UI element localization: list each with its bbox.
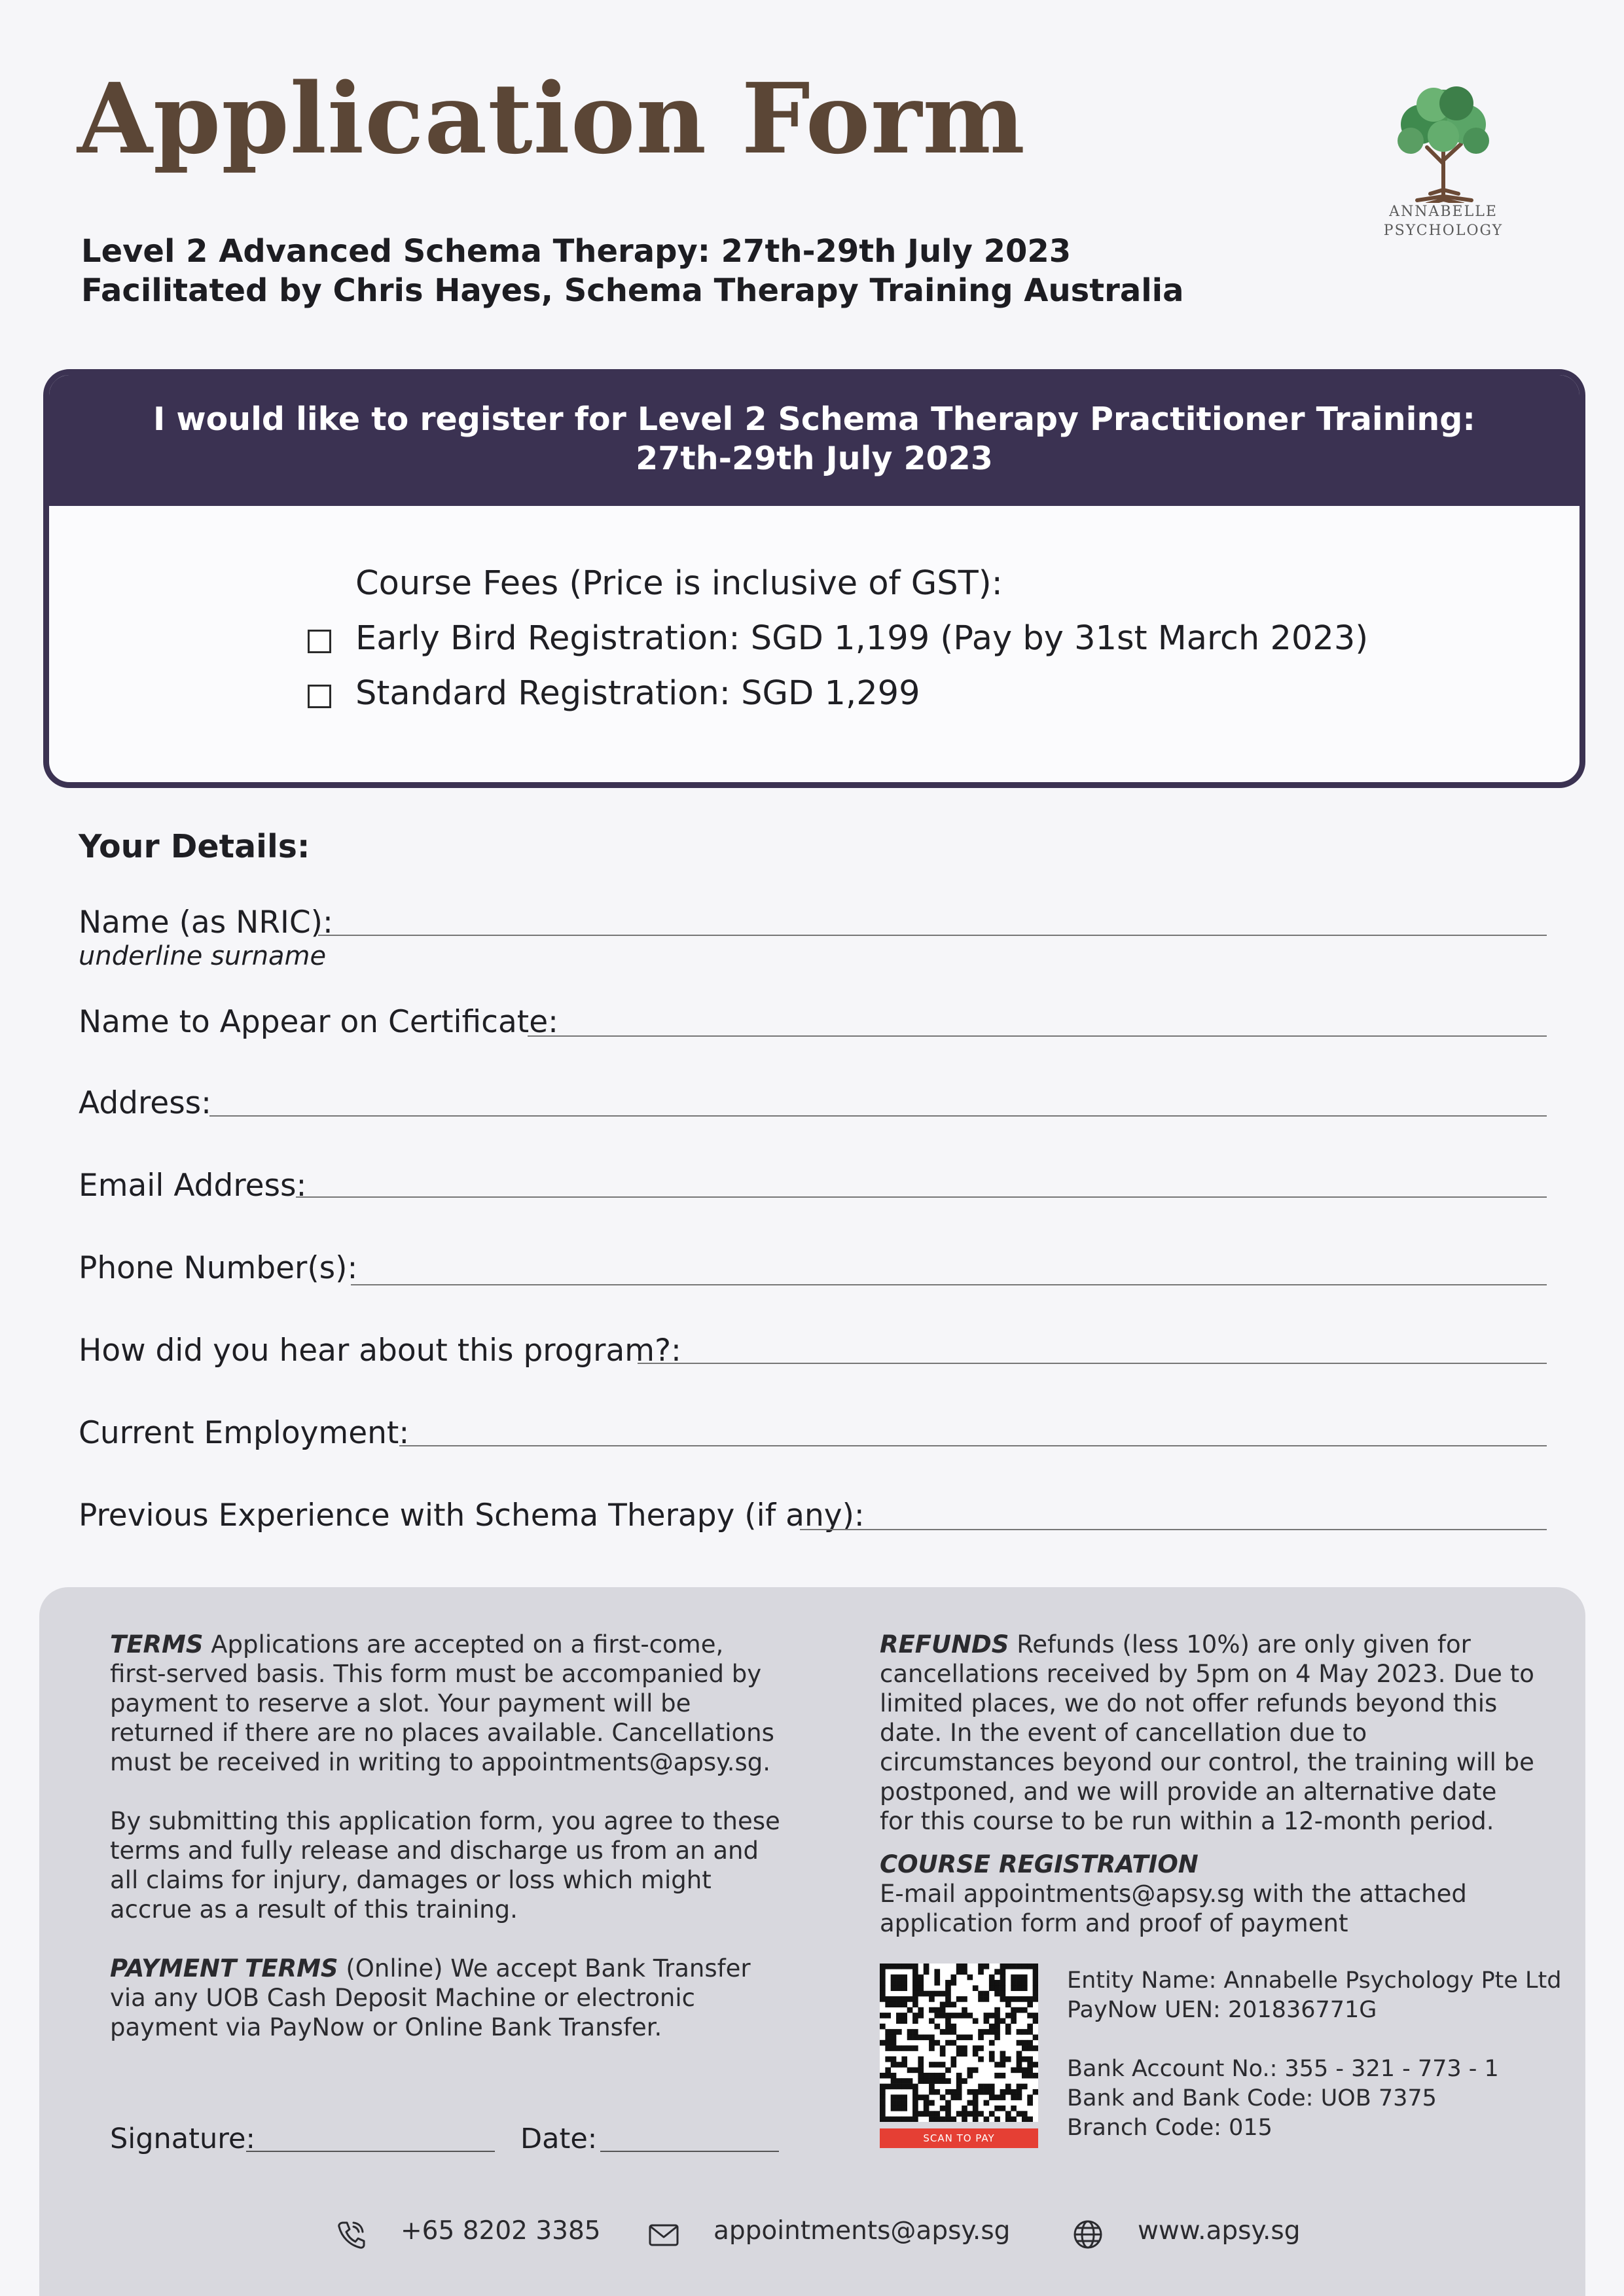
bank-account: Bank Account No.: 355 - 321 - 773 - 1 xyxy=(1067,2056,1499,2082)
certificate-name-label: Name to Appear on Certificate: xyxy=(79,1004,558,1040)
course-registration-title: COURSE REGISTRATION xyxy=(880,1850,1199,1878)
refunds-paragraph xyxy=(880,1630,1534,1836)
paynow-uen: PayNow UEN: 201836771G xyxy=(1067,1997,1377,2023)
registration-banner-line1: I would like to register for Level 2 Schema Therapy Practitioner Training: xyxy=(153,401,1475,438)
phone-label: Phone Number(s): xyxy=(79,1250,358,1286)
signature-label: Signature: xyxy=(110,2123,255,2155)
logo-text-line1: ANNABELLE xyxy=(1389,204,1498,220)
signature-field[interactable] xyxy=(246,2151,495,2152)
tree-logo-icon xyxy=(1381,79,1506,203)
contact-website[interactable]: www.apsy.sg xyxy=(1138,2216,1301,2246)
name-nric-label: Name (as NRIC): xyxy=(79,905,333,941)
facilitator-subtitle: Facilitated by Chris Hayes, Schema Therapy Training Australia xyxy=(81,272,1184,309)
name-nric-field[interactable] xyxy=(318,935,1547,936)
contact-email[interactable]: appointments@apsy.sg xyxy=(713,2216,1011,2246)
employment-label: Current Employment: xyxy=(79,1415,410,1451)
registration-banner-line2: 27th-29th July 2023 xyxy=(636,440,993,477)
employment-field[interactable] xyxy=(399,1445,1547,1446)
standard-option-label: Standard Registration: SGD 1,299 xyxy=(355,674,920,713)
course-fees-heading: Course Fees (Price is inclusive of GST): xyxy=(355,564,1003,603)
registration-banner xyxy=(49,375,1579,506)
refunds-title: REFUNDS xyxy=(880,1630,1009,1659)
referral-source-label: How did you hear about this program?: xyxy=(79,1333,681,1369)
page-title: Application Form xyxy=(77,62,1026,175)
agreement-paragraph: By submitting this application form, you agree to these terms and fully release and discharge us from an and all claims for injury, damages or loss which might accrue as a result of this training. xyxy=(110,1807,780,1924)
experience-field[interactable] xyxy=(800,1529,1547,1530)
course-registration-text: E-mail appointments@apsy.sg with the attached application form and proof of payment xyxy=(880,1880,1467,1937)
qr-code-graphic xyxy=(880,1964,1038,2122)
globe-icon xyxy=(1071,2217,1105,2251)
experience-label: Previous Experience with Schema Therapy (if any): xyxy=(79,1498,865,1534)
underline-surname-hint: underline surname xyxy=(79,941,327,971)
phone-icon xyxy=(334,2217,368,2251)
early-bird-checkbox[interactable] xyxy=(308,630,331,653)
address-label: Address: xyxy=(79,1085,212,1121)
terms-paragraph xyxy=(110,1630,784,1777)
email-label: Email Address: xyxy=(79,1168,307,1204)
date-label: Date: xyxy=(520,2123,598,2155)
payment-terms-text: (Online) We accept Bank Transfer via any UOB Cash Deposit Machine or electronic payment via PayNow or Online Bank Transfer. xyxy=(110,1954,751,2041)
phone-field[interactable] xyxy=(351,1284,1547,1285)
early-bird-option-label: Early Bird Registration: SGD 1,199 (Pay by 31st March 2023) xyxy=(355,619,1369,658)
scan-to-pay-banner: SCAN TO PAY xyxy=(880,2128,1038,2148)
bank-code: Bank and Bank Code: UOB 7375 xyxy=(1067,2085,1437,2111)
course-registration-paragraph xyxy=(880,1850,1534,1938)
terms-title: TERMS xyxy=(110,1630,204,1659)
course-subtitle: Level 2 Advanced Schema Therapy: 27th-29th July 2023 xyxy=(81,233,1072,270)
paynow-qr-code xyxy=(880,1964,1038,2122)
mail-icon xyxy=(647,2217,681,2251)
terms-text: Applications are accepted on a first-come, first-served basis. This form must be accompanied by payment to reserve a slot. Your payment will be returned if there are no places available. Cancellations must be received in writing to appointments@apsy.sg. xyxy=(110,1630,774,1776)
address-field[interactable] xyxy=(209,1115,1547,1117)
entity-name: Entity Name: Annabelle Psychology Pte Ltd xyxy=(1067,1967,1562,1994)
branch-code: Branch Code: 015 xyxy=(1067,2115,1272,2141)
date-field[interactable] xyxy=(600,2151,779,2152)
logo-text-line2: PSYCHOLOGY xyxy=(1383,222,1504,239)
referral-source-field[interactable] xyxy=(638,1363,1547,1364)
payment-terms-title: PAYMENT TERMS xyxy=(110,1954,338,1982)
email-field[interactable] xyxy=(296,1196,1547,1198)
refunds-text: Refunds (less 10%) are only given for cancellations received by 5pm on 4 May 2023. Due to limited places, we do not offer refunds beyond this date. In the event of cancellation due to circumstances beyond our control, the training will be postponed, and we will provide an alternative date for this course to be run within a 12-month period. xyxy=(880,1630,1534,1835)
your-details-heading: Your Details: xyxy=(79,828,310,865)
contact-phone[interactable]: +65 8202 3385 xyxy=(401,2216,601,2246)
standard-registration-checkbox[interactable] xyxy=(308,685,331,708)
payment-details xyxy=(1067,1966,1564,2143)
annabelle-psychology-logo xyxy=(1362,79,1525,240)
certificate-name-field[interactable] xyxy=(528,1035,1547,1037)
payment-terms-paragraph xyxy=(110,1954,784,2042)
